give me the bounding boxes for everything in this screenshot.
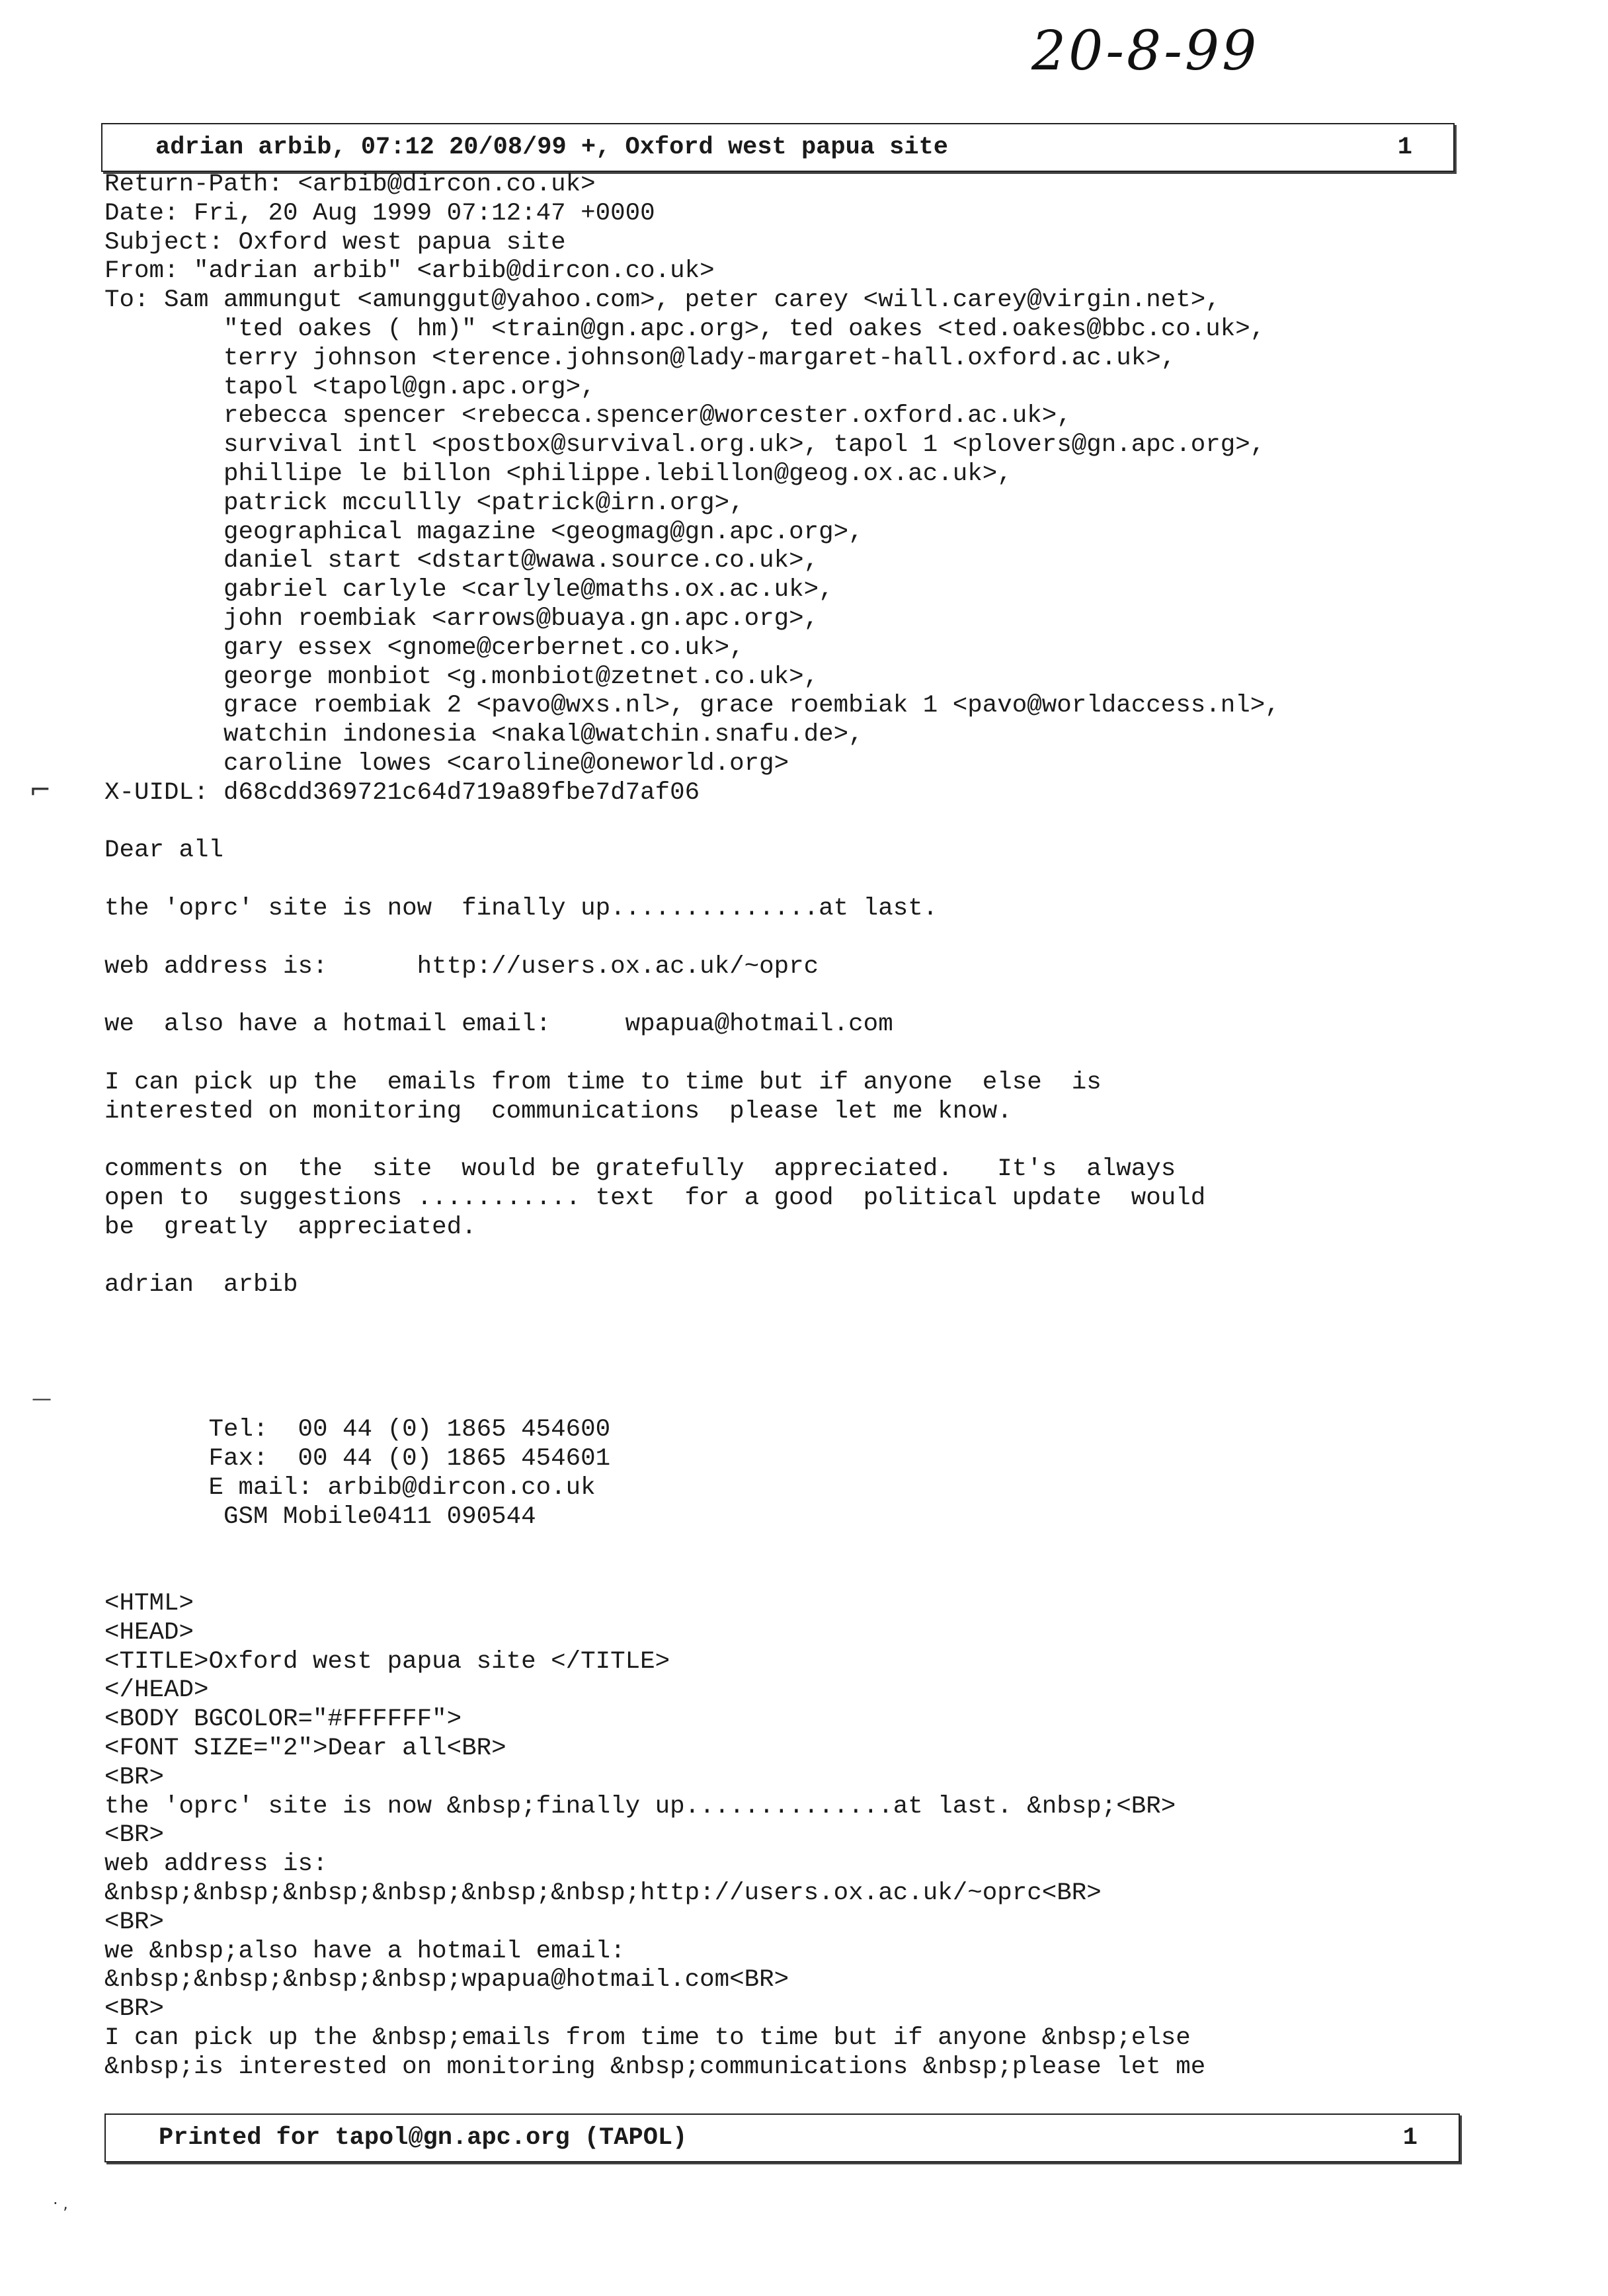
email-line: the 'oprc' site is now &nbsp;finally up..............at last. &nbsp;<BR> [104, 1792, 1176, 1821]
email-line: Dear all [104, 837, 224, 865]
email-line [104, 1126, 1546, 1155]
header-title: adrian arbib, 07:12 20/08/99 +, Oxford west papua site [155, 134, 948, 161]
margin-tick-mark: ⌐ [29, 775, 52, 805]
email-line: Return-Path: <arbib@dircon.co.uk> [104, 171, 596, 198]
margin-dash-mark: — [32, 1387, 52, 1411]
email-line: gary essex <gnome@cerbernet.co.uk>, [104, 634, 744, 662]
email-line: we &nbsp;also have a hotmail email: [104, 1937, 625, 1965]
print-header [101, 123, 1455, 172]
email-line [104, 1358, 1546, 1387]
email-line: be greatly appreciated. [104, 1213, 477, 1241]
email-line: interested on monitoring communications please let me know. [104, 1097, 1012, 1126]
email-line: I can pick up the &nbsp;emails from time to time but if anyone &nbsp;else [104, 2024, 1191, 2052]
email-line: geographical magazine <geogmag@gn.apc.org>, [104, 518, 864, 546]
email-line: gabriel carlyle <carlyle@maths.ox.ac.uk>, [104, 576, 834, 604]
email-line [104, 808, 1546, 837]
email-line: terry johnson <terence.johnson@lady-margaret-hall.oxford.ac.uk>, [104, 344, 1176, 372]
email-line: we also have a hotmail email: wpapua@hotmail.com [104, 1010, 893, 1039]
email-line [104, 1561, 1546, 1590]
email-line: caroline lowes <caroline@oneworld.org> [104, 749, 789, 778]
email-line [104, 1242, 1546, 1271]
email-line: Subject: Oxford west papua site [104, 228, 566, 257]
email-line [104, 866, 1546, 895]
email-line: <HTML> [104, 1590, 194, 1618]
email-line [104, 1387, 1546, 1416]
email-line: Date: Fri, 20 Aug 1999 07:12:47 +0000 [104, 199, 655, 227]
corner-speck-mark: · , [53, 2194, 68, 2213]
footer-page-number: 1 [1402, 2124, 1418, 2152]
email-line: <FONT SIZE="2">Dear all<BR> [104, 1735, 506, 1763]
email-line: "ted oakes ( hm)" <train@gn.apc.org>, ted oakes <ted.oakes@bbc.co.uk>, [104, 315, 1266, 343]
print-footer [104, 2113, 1460, 2162]
email-line: daniel start <dstart@wawa.source.co.uk>, [104, 547, 819, 575]
email-line: From: "adrian arbib" <arbib@dircon.co.uk> [104, 257, 715, 286]
email-line: <HEAD> [104, 1618, 194, 1647]
email-line: survival intl <postbox@survival.org.uk>, tapol 1 <plovers@gn.apc.org>, [104, 431, 1266, 460]
email-line: &nbsp;&nbsp;&nbsp;&nbsp;&nbsp;&nbsp;http://users.ox.ac.uk/~oprc<BR> [104, 1879, 1102, 1908]
email-line: george monbiot <g.monbiot@zetnet.co.uk>, [104, 663, 819, 691]
email-line: Fax: 00 44 (0) 1865 454601 [104, 1445, 611, 1473]
header-page-number: 1 [1397, 134, 1412, 161]
email-line: rebecca spencer <rebecca.spencer@worcester.oxford.ac.uk>, [104, 402, 1072, 430]
email-line: john roembiak <arrows@buaya.gn.apc.org>, [104, 604, 819, 633]
email-line: web address is: [104, 1850, 328, 1879]
email-line: GSM Mobile0411 090544 [104, 1502, 536, 1531]
email-line: adrian arbib [104, 1271, 298, 1299]
email-line: the 'oprc' site is now finally up..............at last. [104, 894, 938, 922]
email-line: watchin indonesia <nakal@watchin.snafu.de>, [104, 721, 864, 749]
email-line [104, 1532, 1546, 1561]
email-line: <BODY BGCOLOR="#FFFFFF"> [104, 1705, 462, 1734]
footer-title: Printed for tapol@gn.apc.org (TAPOL) [159, 2124, 688, 2152]
email-line: To: Sam ammungut <amunggut@yahoo.com>, peter carey <will.carey@virgin.net>, [104, 286, 1221, 315]
email-line: <TITLE>Oxford west papua site </TITLE> [104, 1647, 670, 1676]
email-line: <BR> [104, 1908, 165, 1936]
email-line: I can pick up the emails from time to time but if anyone else is [104, 1068, 1102, 1096]
email-line: &nbsp;is interested on monitoring &nbsp;communications &nbsp;please let me [104, 2053, 1206, 2081]
email-line: comments on the site would be gratefully appreciated. It's always [104, 1155, 1176, 1184]
email-line: E mail: arbib@dircon.co.uk [104, 1473, 596, 1502]
email-body [104, 171, 1546, 2082]
email-line [104, 981, 1546, 1010]
email-line: tapol <tapol@gn.apc.org>, [104, 373, 596, 401]
email-line [104, 1300, 1546, 1329]
email-line: <BR> [104, 1821, 165, 1850]
email-line: <BR> [104, 1995, 165, 2024]
email-line: grace roembiak 2 <pavo@wxs.nl>, grace roembiak 1 <pavo@worldaccess.nl>, [104, 692, 1280, 720]
email-line: patrick mccullly <patrick@irn.org>, [104, 489, 744, 517]
email-line: Tel: 00 44 (0) 1865 454600 [104, 1416, 611, 1444]
email-line: </HEAD> [104, 1676, 209, 1705]
email-line [104, 1329, 1546, 1358]
handwritten-date: 20-8-99 [1031, 20, 1260, 83]
email-line [104, 1040, 1546, 1069]
email-line: web address is: http://users.ox.ac.uk/~oprc [104, 952, 819, 981]
email-line: <BR> [104, 1763, 165, 1791]
email-line: &nbsp;&nbsp;&nbsp;&nbsp;wpapua@hotmail.com<BR> [104, 1966, 789, 1994]
email-line: open to suggestions ........... text for a good political update would [104, 1184, 1206, 1212]
email-line: phillipe le billon <philippe.lebillon@geog.ox.ac.uk>, [104, 460, 1012, 488]
email-line: X-UIDL: d68cdd369721c64d719a89fbe7d7af06 [104, 778, 700, 807]
email-line [104, 924, 1546, 953]
